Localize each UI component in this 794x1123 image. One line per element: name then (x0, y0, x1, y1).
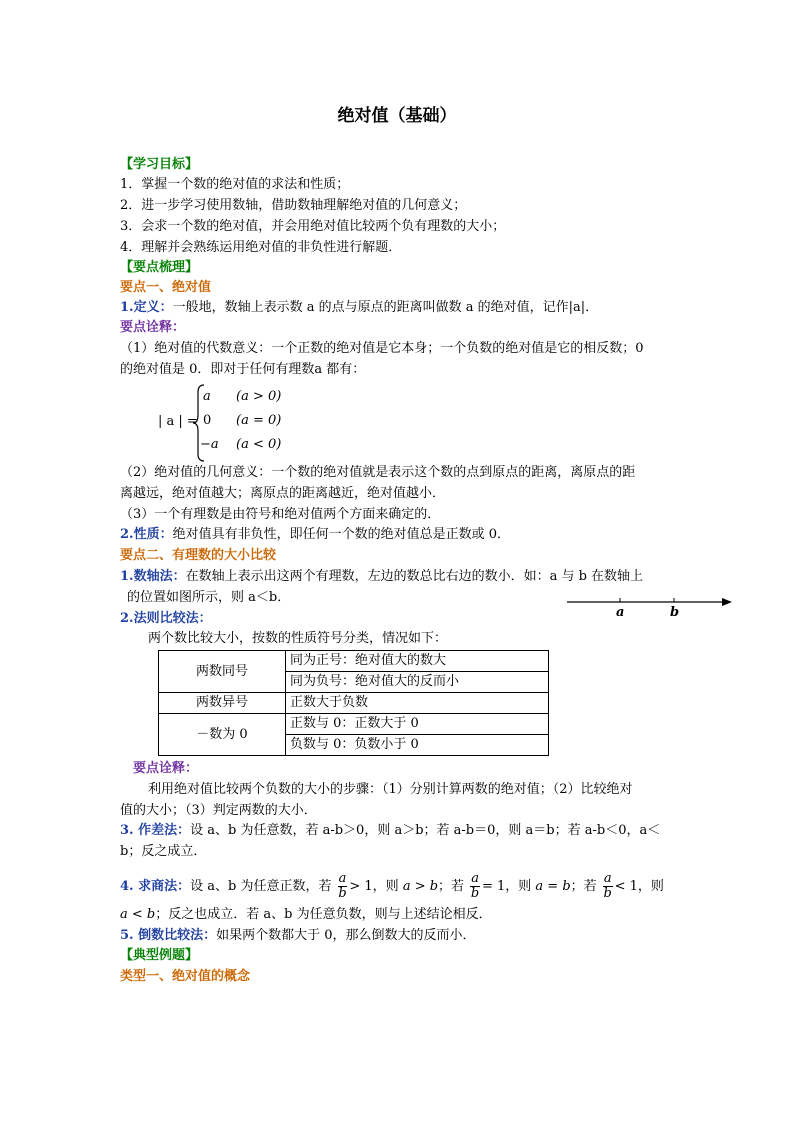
goal-item: 2．进一步学习使用数轴，借助数轴理解绝对值的几何意义； (120, 198, 467, 213)
table-cell: 同为负号：绝对值大的反而小 (286, 672, 549, 693)
quotient-method-line2 (120, 905, 492, 925)
neg-compare-line2: 值的大小；（3）判定两数的大小． (120, 803, 317, 818)
axis-method-text: 在数轴上表示出这两个有理数，左边的数总比右边的数小．如：a 与 b 在数轴上 (185, 569, 644, 584)
table-cell: 同为正号：绝对值大的数大 (286, 651, 549, 672)
fraction: $\frac{a}{b}$ (470, 871, 480, 901)
formula-case-expr: −a (200, 437, 219, 452)
formula-case-expr: a (203, 389, 211, 404)
difference-method-line2: b；反之成立． (120, 844, 207, 859)
section-learning-goals: 【学习目标】 (120, 157, 199, 172)
reciprocal-method-line (120, 926, 476, 946)
note-label: 要点诠释： (120, 320, 186, 335)
comparison-table (158, 650, 549, 756)
fraction: $\frac{a}{b}$ (338, 871, 347, 901)
axis-method-line2: 的位置如图所示，则 a＜b． (127, 590, 291, 605)
difference-method-line1 (120, 821, 660, 841)
number-line-label-a: a (616, 605, 625, 620)
rule-method-label: 2.法则比较法： (120, 611, 212, 626)
table-cell: 负数与 0：负数小于 0 (286, 735, 549, 756)
quotient-text: ；若 (438, 879, 465, 894)
goal-item: 1．掌握一个数的绝对值的求法和性质； (120, 177, 350, 192)
axis-method-line1 (120, 567, 643, 587)
formula-case-cond: (a < 0) (236, 437, 282, 452)
table-cell: －数为 0 (159, 714, 286, 756)
fraction: $\frac{a}{b}$ (603, 871, 612, 901)
definition-line (120, 298, 598, 318)
table-cell: 正数与 0：正数大于 0 (286, 714, 549, 735)
table-cell: 两数异号 (159, 693, 286, 714)
reciprocal-method-label: 5. 倒数比较法： (120, 928, 217, 943)
note1-line2: 的绝对值是 0．即对于任何有理数a 都有： (120, 362, 366, 377)
formula-case-expr: 0 (203, 413, 212, 428)
property-label: 2.性质： (120, 527, 173, 542)
point1-heading: 要点一、绝对值 (120, 280, 212, 295)
reciprocal-method-text: 如果两个数都大于 0，那么倒数大的反而小． (216, 928, 476, 943)
definition-text: 一般地，数轴上表示数 a 的点与原点的距离叫做数 a 的绝对值，记作|a|． (172, 300, 599, 315)
arrow-icon (722, 598, 732, 606)
goal-item: 4．理解并会熟练运用绝对值的非负性进行解题． (120, 240, 402, 255)
quotient-ineq: > 1 (349, 879, 373, 894)
number-line (566, 592, 734, 622)
table-row (159, 693, 549, 714)
section-key-points: 【要点梳理】 (120, 260, 199, 275)
rule-method-intro: 两个数比较大小，按数的性质符号分类，情况如下： (148, 631, 448, 646)
goal-item: 3．会求一个数的绝对值，并会用绝对值比较两个负有理数的大小； (120, 219, 506, 234)
formula-lhs: | a | = (158, 414, 198, 429)
formula-case-cond: (a > 0) (236, 389, 282, 404)
quotient-method-line1 (120, 872, 664, 902)
quotient-text: ，则 (637, 879, 664, 894)
number-line-label-b: b (670, 605, 680, 620)
note2-line1: （2）绝对值的几何意义：一个数的绝对值就是表示这个数的点到原点的距离，离原点的距 (120, 465, 636, 480)
note3: （3）一个有理数是由符号和绝对值两个方面来确定的． (120, 507, 441, 522)
definition-label: 1.定义： (120, 300, 173, 315)
quotient-method-label: 4. 求商法： (120, 879, 191, 894)
difference-method-label: 3. 作差法： (120, 823, 191, 838)
note-label-2: 要点诠释： (133, 761, 199, 776)
quotient-text: ；反之也成立．若 a、b 为任意负数，则与上述结论相反． (155, 907, 492, 922)
section-examples: 【典型例题】 (120, 948, 199, 963)
quotient-text: ，则 (505, 879, 532, 894)
table-cell: 两数同号 (159, 651, 286, 693)
note1-line1: （1）绝对值的代数意义：一个正数的绝对值是它本身；一个负数的绝对值是它的相反数；0 (120, 341, 644, 356)
quotient-result: a > b (402, 879, 439, 894)
point2-heading: 要点二、有理数的大小比较 (120, 548, 277, 563)
quotient-result: a = b (535, 879, 571, 894)
table-row (159, 714, 549, 735)
axis-method-label: 1.数轴法： (120, 569, 186, 584)
formula-case-cond: (a = 0) (236, 413, 282, 428)
quotient-ineq: < 1 (614, 879, 638, 894)
table-cell: 正数大于负数 (286, 693, 549, 714)
quotient-text: 设 a、b 为任意正数，若 (190, 879, 332, 894)
difference-method-text: 设 a、b 为任意数，若 a-b＞0，则 a＞b；若 a-b＝0，则 a＝b；若 a-b＜0，a＜ (190, 823, 661, 838)
type1-heading: 类型一、绝对值的概念 (120, 969, 251, 984)
quotient-text: ；若 (570, 879, 597, 894)
quotient-text: ，则 (372, 879, 399, 894)
table-row (159, 651, 549, 672)
property-text: 绝对值具有非负性，即任何一个数的绝对值总是正数或 0． (172, 527, 510, 542)
quotient-result: a < b (120, 907, 156, 922)
page-title: 绝对值（基础） (337, 106, 457, 126)
note2-line2: 离越远，绝对值越大；离原点的距离越近，绝对值越小． (120, 486, 446, 501)
property-line (120, 525, 510, 545)
quotient-ineq: = 1 (481, 879, 506, 894)
neg-compare-line1: 利用绝对值比较两个负数的大小的步骤：（1）分别计算两数的绝对值；（2）比较绝对 (148, 782, 633, 797)
